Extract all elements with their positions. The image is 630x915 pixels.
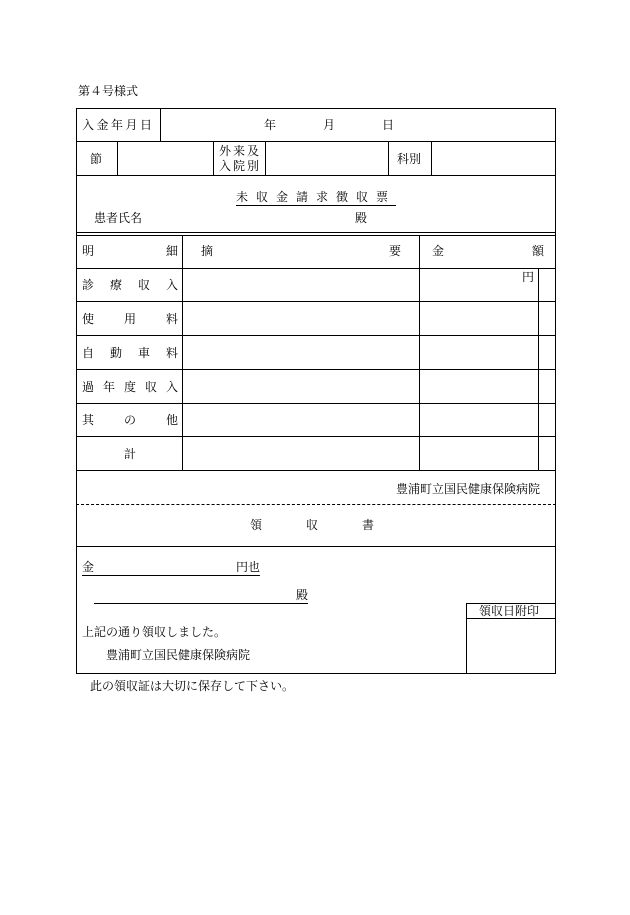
patient-name-dono: 殿: [355, 211, 368, 225]
row-label-automobile-fee: 自 動 車 料: [82, 346, 178, 360]
year-label: 年: [264, 118, 277, 132]
cut-line: [76, 504, 556, 505]
row-label-prior-year-income: 過 年 度 収 入: [82, 380, 178, 394]
amount-suffix: 円也: [236, 560, 261, 574]
receipt-title: 領収書: [250, 518, 419, 532]
row-label-usage-fee: 使 用 料: [82, 312, 178, 326]
frame-bottom: [76, 673, 556, 674]
payment-date-label: 入 金 年 月 日: [82, 118, 152, 132]
row-label-other: 其 の 他: [82, 413, 178, 427]
month-label: 月: [323, 118, 336, 132]
frame-right: [555, 108, 556, 674]
frame-left: [76, 108, 77, 674]
receipt-dono: 殿: [296, 588, 309, 602]
col-details-header: 明 細: [82, 244, 178, 258]
frame-top: [76, 108, 556, 109]
amount-prefix: 金: [82, 560, 95, 574]
col-amount-header: 金 額: [432, 244, 544, 258]
hospital-name-upper: 豊浦町立国民健康保険病院: [396, 482, 541, 496]
hospital-name-lower: 豊浦町立国民健康保険病院: [106, 648, 251, 662]
slip-title: 未収金請求徴収票: [236, 190, 397, 204]
outpatient-label-line1: 外来及: [219, 144, 262, 158]
amount-underline: [82, 575, 260, 576]
day-label: 日: [382, 118, 395, 132]
patient-name-label: 患者氏名: [94, 211, 143, 225]
department-label: 科別: [397, 152, 422, 166]
received-text: 上記の通り領収しました。: [82, 625, 227, 639]
section-label: 節: [90, 152, 103, 166]
receipt-date-stamp-label: 領収日附印: [479, 604, 540, 618]
row-label-total: 計: [124, 447, 137, 461]
name-underline: [94, 603, 308, 604]
form-number: 第４号様式: [78, 84, 139, 98]
outpatient-label-line2: 入院別: [219, 159, 262, 173]
notice-text: 此の領収証は大切に保存して下さい。: [90, 679, 295, 693]
yen-unit-label: 円: [522, 270, 535, 284]
row-label-medical-income: 診 療 収 入: [82, 278, 178, 292]
col-summary-header: 摘 要: [201, 244, 401, 258]
